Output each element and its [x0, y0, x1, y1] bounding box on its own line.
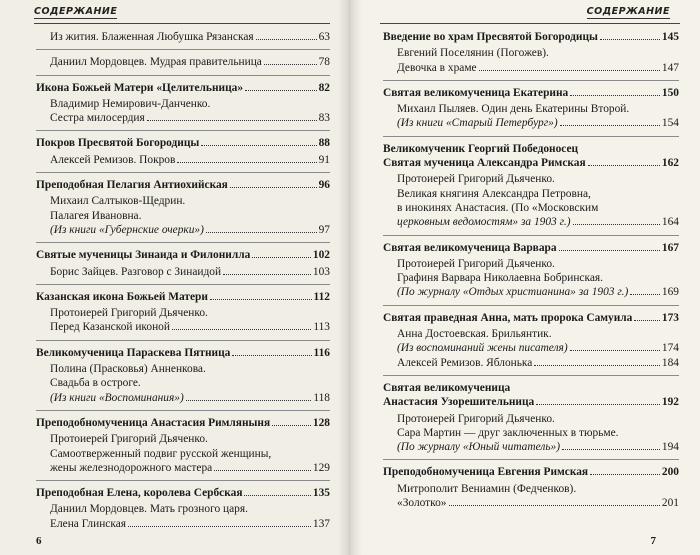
work-line [50, 265, 330, 279]
toc-entry [36, 248, 330, 285]
work-line [397, 341, 679, 355]
work-text: Протоиерей Григорий Дьяченко. [397, 412, 555, 425]
page-ref: 173 [661, 311, 679, 324]
entry-title-line [383, 381, 679, 395]
work-text: Алексей Ремизов. Яблонька [397, 356, 533, 369]
dot-leader [147, 120, 317, 121]
page-ref: 88 [318, 137, 330, 150]
dot-leader [562, 449, 660, 450]
entry-title-line [383, 142, 679, 156]
toc-list [383, 30, 679, 520]
toc-entry [383, 241, 679, 306]
work-text: Девочка в храме [397, 61, 477, 74]
page-ref: 164 [661, 216, 679, 229]
work-line [397, 46, 679, 60]
work-line [397, 215, 679, 229]
work-line [50, 461, 330, 475]
entry-title [36, 290, 330, 304]
work-line [397, 61, 679, 75]
header-rule [380, 23, 680, 24]
page-ref: 116 [313, 346, 330, 359]
entry-title-text: Великомученица Параскева Пятница [36, 346, 231, 359]
work-line [50, 502, 330, 516]
page-ref: 169 [661, 286, 679, 299]
work-line [397, 426, 679, 440]
work-line [50, 362, 330, 376]
entry-title-text: Преподобная Пелагия Антиохийская [36, 179, 228, 192]
dot-leader [230, 187, 317, 188]
work-text: Великая княгиня Александра Петровна, [397, 187, 591, 200]
page-ref: 174 [661, 342, 679, 355]
page-ref: 97 [318, 223, 330, 236]
entry-title [383, 86, 679, 100]
dot-leader [634, 320, 660, 321]
entry-title [36, 136, 330, 150]
entry-title-text: Введение во храм Пресвятой Богородицы [383, 31, 598, 43]
entry-title-text: Казанская икона Божьей Матери [36, 290, 208, 303]
running-header: СОДЕРЖАНИЕ [586, 6, 670, 17]
entry-title-text: Святые мученицы Зинаида и Филонилла [36, 249, 251, 262]
work-line [397, 257, 679, 271]
work-line [397, 440, 679, 454]
work-line [50, 447, 330, 461]
dot-leader [128, 526, 311, 527]
entry-works [36, 192, 330, 237]
dot-leader [256, 39, 317, 40]
page-ref: 147 [661, 61, 679, 74]
entry-title-text: Великомученик Георгий Победоносец [383, 142, 579, 155]
book-gutter [338, 0, 362, 555]
page-ref: 162 [661, 157, 679, 170]
page-ref: 113 [313, 321, 330, 334]
page-ref: 91 [318, 153, 330, 166]
entry-works [36, 95, 330, 126]
entry-works [36, 500, 330, 531]
entry-title-text: Святая мученица Александра Римская [383, 157, 586, 170]
dot-leader [590, 474, 660, 475]
work-line [50, 55, 330, 69]
entry-title [36, 248, 330, 262]
toc-entry [36, 290, 330, 341]
work-line [50, 391, 330, 405]
work-line [50, 306, 330, 320]
dot-leader [559, 250, 660, 251]
entry-title-text: Икона Божьей Матери «Целительница» [36, 81, 244, 94]
work-text: (Из книги «Губернские очерки») [50, 223, 204, 236]
page-ref: 194 [661, 441, 679, 454]
work-text: (Из книги «Воспоминания») [50, 391, 184, 404]
work-text: Из жития. Блаженная Любушка Рязанская [50, 31, 254, 43]
dot-leader [560, 125, 660, 126]
toc-entry [383, 142, 679, 236]
dot-leader [479, 70, 660, 71]
work-text: Владимир Немирович-Данченко. [50, 97, 211, 110]
dot-leader [449, 505, 660, 506]
work-line [397, 172, 679, 186]
entry-works [383, 100, 679, 131]
page-ref: 137 [312, 517, 330, 530]
work-line [397, 327, 679, 341]
work-text: Митрополит Вениамин (Федченков). [397, 482, 577, 495]
work-text: Даниил Мордовцев. Мудрая правительница [50, 56, 262, 69]
dot-leader [232, 355, 311, 356]
dot-leader [186, 400, 312, 401]
page-ref: 150 [661, 86, 679, 99]
dot-leader [588, 165, 660, 166]
work-line [50, 376, 330, 390]
work-text: (Из книги «Старый Петербург») [397, 117, 558, 130]
work-text: Самоотверженный подвиг русской женщины, [50, 447, 272, 460]
work-text: жены железнодорожного мастера [50, 461, 213, 474]
work-line [50, 432, 330, 446]
entry-title-text: Преподобномученица Евгения Римская [383, 466, 589, 479]
work-text: Елена Глинская [50, 517, 127, 530]
dot-leader [536, 404, 660, 405]
entry-works [383, 325, 679, 370]
toc-entry [36, 30, 330, 50]
entry-works [383, 44, 679, 75]
entry-title-text: Святая великомученица Варвара [383, 241, 557, 254]
work-text: Полина (Прасковья) Анненкова. [50, 363, 206, 376]
entry-title [383, 395, 679, 409]
dot-leader [573, 224, 660, 225]
entry-works [36, 360, 330, 405]
toc-entry [36, 416, 330, 481]
toc-entry [36, 81, 330, 132]
work-line [397, 285, 679, 299]
toc-entry [383, 311, 679, 376]
work-line [50, 111, 330, 125]
page-ref: 103 [312, 265, 330, 278]
work-text: Протоиерей Григорий Дьяченко. [397, 173, 555, 186]
dot-leader [244, 495, 310, 496]
entry-title-text: Анастасия Узорешительница [383, 396, 535, 409]
work-line [397, 356, 679, 370]
work-line [50, 194, 330, 208]
entry-title [383, 311, 679, 325]
page-ref: 112 [313, 290, 330, 303]
work-text: Анна Достоевская. Брильянтик. [397, 328, 552, 341]
entry-title [36, 346, 330, 360]
entry-title-text: Преподобномученица Анастасия Римляныня [36, 416, 271, 429]
page-ref: 201 [661, 497, 679, 510]
toc-entry [36, 346, 330, 411]
work-line [397, 201, 679, 215]
dot-leader [177, 162, 316, 163]
dot-leader [206, 232, 317, 233]
toc-entry [383, 30, 679, 81]
entry-works [36, 430, 330, 475]
page-ref: 102 [312, 249, 330, 262]
work-text: Сара Мартин — друг заключенных в тюрьме. [397, 426, 619, 439]
work-text: Протоиерей Григорий Дьяченко. [50, 433, 208, 446]
work-line [397, 102, 679, 116]
work-text: Палагея Ивановна. [50, 209, 142, 222]
work-text: Михаил Пыляев. Один день Екатерины Второй. [397, 103, 630, 116]
dot-leader [252, 257, 311, 258]
work-line [397, 496, 679, 510]
entry-works [383, 480, 679, 511]
page-ref: 154 [661, 117, 679, 130]
entry-works [383, 255, 679, 300]
page-ref: 192 [661, 396, 679, 409]
work-line [397, 271, 679, 285]
dot-leader [570, 95, 660, 96]
entry-works [383, 170, 679, 229]
page-ref: 128 [312, 416, 330, 429]
work-text: (По журналу «Отдых христианина» за 1903 г.) [397, 286, 629, 299]
page-number: 7 [650, 535, 656, 547]
dot-leader [223, 274, 311, 275]
entry-title [383, 241, 679, 255]
right-page [350, 0, 700, 555]
entry-works [36, 304, 330, 335]
dot-leader [210, 299, 312, 300]
toc-entry [36, 136, 330, 173]
toc-list [36, 30, 330, 541]
entry-title [383, 30, 679, 44]
page-ref: 145 [661, 31, 679, 43]
page-ref: 200 [661, 466, 679, 479]
work-text: Алексей Ремизов. Покров [50, 153, 176, 166]
page-ref: 167 [661, 241, 679, 254]
page-ref: 82 [318, 81, 330, 94]
work-text: Сестра милосердия [50, 112, 145, 125]
entry-title-text: Святая великомученица [383, 381, 511, 394]
work-text: церковным ведомостям» за 1903 г.) [397, 216, 571, 229]
entry-works [36, 263, 330, 279]
entry-title-text: Святая великомученица Екатерина [383, 86, 569, 99]
page-ref: 78 [318, 56, 330, 69]
page-ref: 118 [313, 391, 330, 404]
entry-works [36, 30, 330, 44]
work-text: Евгений Поселянин (Погожев). [397, 47, 549, 60]
work-line [397, 116, 679, 130]
entry-title [36, 416, 330, 430]
toc-entry [383, 465, 679, 515]
work-text: (Из воспоминаний жены писателя) [397, 342, 568, 355]
dot-leader [570, 350, 660, 351]
dot-leader [600, 39, 660, 40]
toc-entry [383, 86, 679, 137]
work-line [397, 482, 679, 496]
entry-title-text: Святая праведная Анна, мать пророка Самуила [383, 311, 633, 324]
page-number: 6 [36, 535, 42, 547]
dot-leader [245, 90, 317, 91]
running-header: СОДЕРЖАНИЕ [34, 6, 118, 17]
work-text: Борис Зайцев. Разговор с Зинаидой [50, 265, 222, 278]
entry-works [36, 151, 330, 167]
page-ref: 135 [312, 487, 330, 500]
work-line [50, 223, 330, 237]
work-line [50, 320, 330, 334]
work-line [50, 97, 330, 111]
page-ref: 63 [318, 31, 330, 43]
dot-leader [272, 425, 311, 426]
dot-leader [534, 365, 660, 366]
page-ref: 83 [318, 112, 330, 125]
entry-title [383, 156, 679, 170]
work-line [50, 30, 330, 44]
work-line [397, 412, 679, 426]
entry-title-text: Преподобная Елена, королева Сербская [36, 487, 243, 500]
dot-leader [630, 294, 660, 295]
dot-leader [214, 470, 311, 471]
work-text: Перед Казанской иконой [50, 321, 170, 334]
work-text: Даниил Мордовцев. Мать грозного царя. [50, 503, 248, 516]
work-text: Протоиерей Григорий Дьяченко. [50, 307, 208, 320]
page-ref: 96 [318, 179, 330, 192]
entry-title [36, 81, 330, 95]
toc-entry [383, 381, 679, 460]
work-line [50, 517, 330, 531]
entry-title [36, 178, 330, 192]
toc-entry [36, 486, 330, 536]
header-rule [34, 23, 330, 24]
page-ref: 184 [661, 356, 679, 369]
work-line [50, 209, 330, 223]
entry-works [383, 410, 679, 455]
entry-title-text: Покров Пресвятой Богородицы [36, 137, 200, 150]
entry-title [383, 465, 679, 479]
work-text: Протоиерей Григорий Дьяченко. [397, 257, 555, 270]
work-text: «Золотко» [397, 497, 447, 510]
toc-entry [36, 55, 330, 75]
dot-leader [172, 329, 311, 330]
work-text: Михаил Салтыков-Щедрин. [50, 195, 186, 208]
page-ref: 129 [312, 461, 330, 474]
entry-works [36, 55, 330, 69]
dot-leader [201, 145, 316, 146]
toc-entry [36, 178, 330, 243]
work-line [50, 153, 330, 167]
work-line [397, 187, 679, 201]
dot-leader [264, 64, 317, 65]
work-text: в инокинях Анастасия. (По «Московским [397, 201, 599, 214]
entry-title [36, 486, 330, 500]
work-text: Свадьба в остроге. [50, 377, 141, 390]
work-text: (По журналу «Юный читатель») [397, 441, 561, 454]
work-text: Графиня Варвара Николаевна Бобринская. [397, 272, 603, 285]
